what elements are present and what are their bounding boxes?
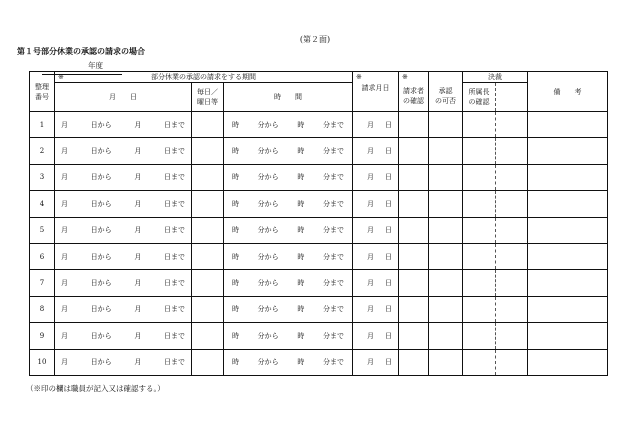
approval-cell[interactable] (429, 191, 463, 217)
requester-confirm-cell[interactable] (399, 349, 429, 375)
head-confirm-cell[interactable] (463, 164, 496, 190)
requester-confirm-cell[interactable] (399, 112, 429, 138)
table-row (30, 217, 608, 243)
date-range-cell[interactable]: 月 日から 月 日まで (55, 296, 192, 322)
weekday-cell[interactable] (192, 164, 224, 190)
time-range-cell[interactable]: 時 分から 時 分まで (224, 217, 353, 243)
mark-symbol: ※ (402, 73, 408, 81)
remarks-cell[interactable] (528, 217, 608, 243)
table-row (30, 270, 608, 296)
approval-cell[interactable] (429, 164, 463, 190)
head-confirm-cell[interactable] (463, 191, 496, 217)
request-date-cell[interactable]: 月 日 (353, 270, 399, 296)
remarks-cell[interactable] (528, 243, 608, 269)
time-range-cell[interactable]: 時 分から 時 分まで (224, 243, 353, 269)
request-date-cell[interactable]: 月 日 (353, 243, 399, 269)
serial-number: 6 (30, 243, 55, 269)
table-row (30, 191, 608, 217)
table-row (30, 164, 608, 190)
remarks-header: 備 考 (528, 72, 608, 112)
date-range-cell[interactable]: 月 日から 月 日まで (55, 217, 192, 243)
head-confirm-cell[interactable] (463, 112, 496, 138)
date-range-cell[interactable]: 月 日から 月 日まで (55, 112, 192, 138)
request-date-cell[interactable]: 月 日 (353, 323, 399, 349)
decision-blank-header (496, 83, 528, 112)
time-range-cell[interactable]: 時 分から 時 分まで (224, 323, 353, 349)
date-range-cell[interactable]: 月 日から 月 日まで (55, 349, 192, 375)
approval-cell[interactable] (429, 296, 463, 322)
table-row (30, 112, 608, 138)
approval-cell[interactable] (429, 323, 463, 349)
decision-blank-cell[interactable] (496, 191, 528, 217)
remarks-cell[interactable] (528, 138, 608, 164)
weekday-cell[interactable] (192, 217, 224, 243)
requester-confirm-header: ※ 請求者 の確認 (399, 72, 429, 112)
table-row (30, 296, 608, 322)
time-range-cell[interactable]: 時 分から 時 分まで (224, 112, 353, 138)
request-table (29, 71, 608, 376)
requester-confirm-cell[interactable] (399, 138, 429, 164)
requester-confirm-cell[interactable] (399, 270, 429, 296)
time-range-cell[interactable]: 時 分から 時 分まで (224, 164, 353, 190)
table-row (30, 138, 608, 164)
request-date-cell[interactable]: 月 日 (353, 349, 399, 375)
head-confirm-cell[interactable] (463, 323, 496, 349)
serial-number: 2 (30, 138, 55, 164)
form-title: 第１号部分休業の承認の請求の場合 (17, 47, 145, 56)
request-date-cell[interactable]: 月 日 (353, 296, 399, 322)
date-range-cell[interactable]: 月 日から 月 日まで (55, 323, 192, 349)
serial-number: 4 (30, 191, 55, 217)
decision-blank-cell[interactable] (496, 138, 528, 164)
decision-blank-cell[interactable] (496, 270, 528, 296)
table-row (30, 349, 608, 375)
serial-number: 1 (30, 112, 55, 138)
weekday-cell[interactable] (192, 296, 224, 322)
weekday-cell[interactable] (192, 323, 224, 349)
time-header: 時 間 (224, 83, 353, 112)
date-range-cell[interactable]: 月 日から 月 日まで (55, 164, 192, 190)
decision-blank-cell[interactable] (496, 296, 528, 322)
weekday-header: 毎日／ 曜日等 (192, 83, 224, 112)
approval-cell[interactable] (429, 349, 463, 375)
serial-number: 9 (30, 323, 55, 349)
approval-cell[interactable] (429, 217, 463, 243)
time-range-cell[interactable]: 時 分から 時 分まで (224, 138, 353, 164)
head-confirm-cell[interactable] (463, 349, 496, 375)
remarks-cell[interactable] (528, 112, 608, 138)
date-range-cell[interactable]: 月 日から 月 日まで (55, 243, 192, 269)
requester-confirm-cell[interactable] (399, 217, 429, 243)
requester-confirm-cell[interactable] (399, 296, 429, 322)
head-confirm-cell[interactable] (463, 138, 496, 164)
decision-blank-cell[interactable] (496, 323, 528, 349)
serial-number: 8 (30, 296, 55, 322)
request-date-cell[interactable]: 月 日 (353, 164, 399, 190)
decision-blank-cell[interactable] (496, 349, 528, 375)
time-range-cell[interactable]: 時 分から 時 分まで (224, 191, 353, 217)
head-confirm-cell[interactable] (463, 243, 496, 269)
remarks-cell[interactable] (528, 349, 608, 375)
head-confirm-cell[interactable] (463, 296, 496, 322)
request-date-cell[interactable]: 月 日 (353, 217, 399, 243)
weekday-cell[interactable] (192, 270, 224, 296)
mark-symbol: ※ (58, 73, 64, 81)
request-date-cell[interactable]: 月 日 (353, 191, 399, 217)
header-row-bottom (30, 83, 608, 112)
weekday-cell[interactable] (192, 349, 224, 375)
date-range-cell[interactable]: 月 日から 月 日まで (55, 270, 192, 296)
page-number: (第２面) (299, 35, 331, 44)
header-row-top (30, 72, 608, 83)
request-date-cell[interactable]: 月 日 (353, 138, 399, 164)
year-label: 年度 (88, 61, 103, 70)
requester-confirm-cell[interactable] (399, 243, 429, 269)
remarks-cell[interactable] (528, 296, 608, 322)
requester-confirm-cell[interactable] (399, 164, 429, 190)
approval-cell[interactable] (429, 138, 463, 164)
approval-cell[interactable] (429, 270, 463, 296)
mark-symbol: ※ (356, 73, 362, 81)
weekday-cell[interactable] (192, 138, 224, 164)
decision-blank-cell[interactable] (496, 164, 528, 190)
remarks-cell[interactable] (528, 191, 608, 217)
time-range-cell[interactable]: 時 分から 時 分まで (224, 296, 353, 322)
table-row (30, 243, 608, 269)
decision-blank-cell[interactable] (496, 243, 528, 269)
request-date-cell[interactable]: 月 日 (353, 112, 399, 138)
serial-header: 整理 番号 (30, 72, 55, 112)
approval-header: 承認 の可否 (429, 72, 463, 112)
remarks-cell[interactable] (528, 323, 608, 349)
decision-header: 決裁 (463, 72, 528, 83)
footnote: （※印の欄は職員が記入又は確認する。） (26, 384, 165, 393)
head-confirm-cell[interactable] (463, 217, 496, 243)
serial-number: 10 (30, 349, 55, 375)
decision-blank-cell[interactable] (496, 217, 528, 243)
weekday-cell[interactable] (192, 243, 224, 269)
weekday-cell[interactable] (192, 191, 224, 217)
time-range-cell[interactable]: 時 分から 時 分まで (224, 270, 353, 296)
requester-confirm-cell[interactable] (399, 191, 429, 217)
date-range-cell[interactable]: 月 日から 月 日まで (55, 191, 192, 217)
time-range-cell[interactable]: 時 分から 時 分まで (224, 349, 353, 375)
date-range-cell[interactable]: 月 日から 月 日まで (55, 138, 192, 164)
approval-cell[interactable] (429, 243, 463, 269)
decision-blank-cell[interactable] (496, 112, 528, 138)
serial-number: 7 (30, 270, 55, 296)
head-confirm-cell[interactable] (463, 270, 496, 296)
request-date-header: ※ 請求月日 (353, 72, 399, 112)
approval-cell[interactable] (429, 112, 463, 138)
requester-confirm-cell[interactable] (399, 323, 429, 349)
serial-number: 3 (30, 164, 55, 190)
serial-number: 5 (30, 217, 55, 243)
head-confirm-header: 所属長 の確認 (463, 83, 496, 112)
remarks-cell[interactable] (528, 164, 608, 190)
remarks-cell[interactable] (528, 270, 608, 296)
weekday-cell[interactable] (192, 112, 224, 138)
table-row (30, 323, 608, 349)
period-header: ※ 部分休業の承認の請求をする期間 (55, 72, 353, 83)
month-day-header: 月 日 (55, 83, 192, 112)
